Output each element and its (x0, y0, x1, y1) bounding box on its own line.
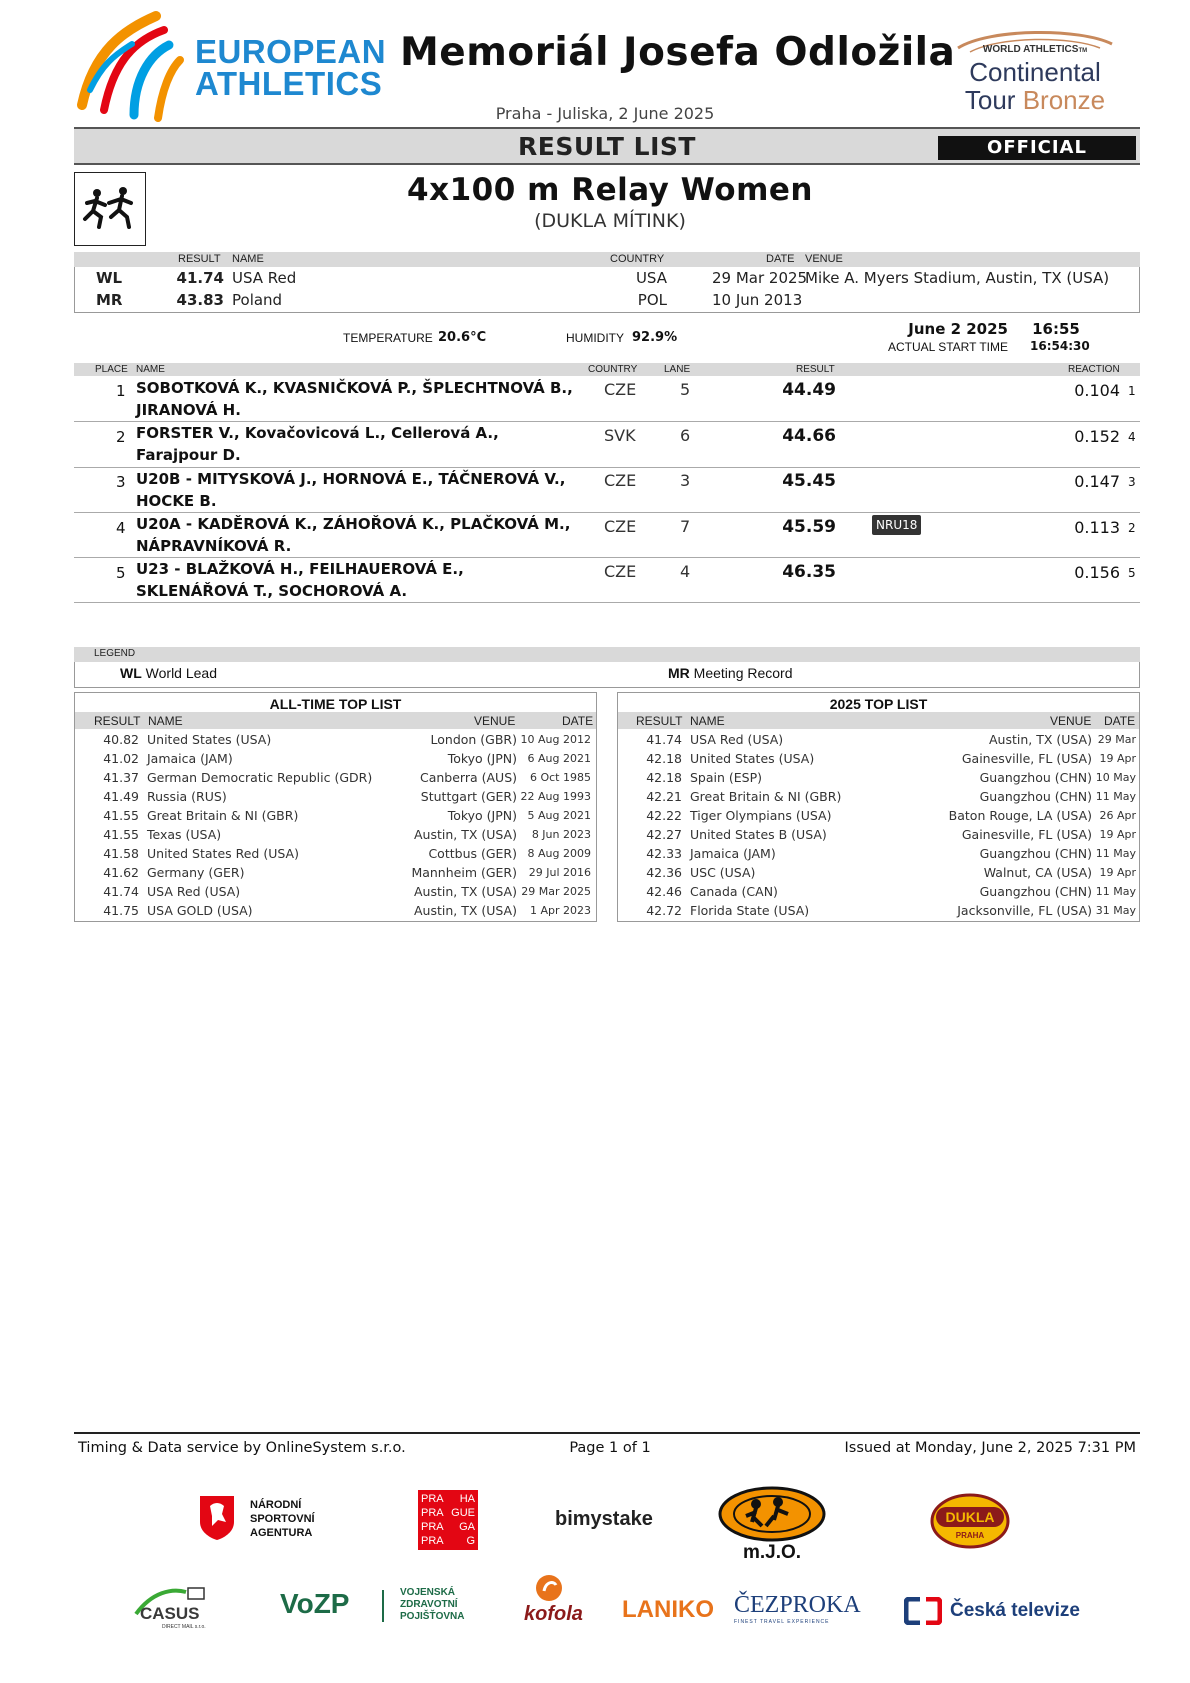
toplist-result: 42.36 (646, 865, 682, 880)
toplist-venue: Austin, TX (USA) (413, 903, 517, 918)
toplist-name: Canada (CAN) (690, 884, 778, 899)
toplist-venue: Guangzhou (CHN) (979, 770, 1092, 785)
record-date: 10 Jun 2013 (712, 291, 803, 309)
result-place: 2 (116, 428, 126, 446)
result-team (136, 422, 499, 466)
results-col-reaction: REACTION (1068, 364, 1120, 375)
continental-tour-logo (950, 22, 1130, 122)
toplist-result: 41.55 (103, 827, 139, 842)
toplist-venue: Stuttgart (GER) (420, 789, 517, 804)
record-result: 43.83 (176, 291, 224, 309)
toplist-result: 41.62 (103, 865, 139, 880)
team-line1: U23 - BLAŽKOVÁ H., FEILHAUEROVÁ E., (136, 560, 464, 578)
toplist-result: 41.75 (103, 903, 139, 918)
toplist-result: 42.21 (646, 789, 682, 804)
toplist-date: 22 Aug 1993 (520, 790, 591, 803)
record-venue: Mike A. Myers Stadium, Austin, TX (USA) (805, 269, 1110, 287)
results-col-name: NAME (136, 364, 165, 375)
toplist-name: Great Britain & NI (GBR) (147, 808, 299, 823)
record-code: MR (96, 291, 123, 309)
record-name: Poland (232, 291, 283, 309)
toplist-date: 5 Aug 2021 (527, 809, 591, 822)
sponsor-mjo: m.J.O. (716, 1486, 828, 1562)
toplist-name: German Democratic Republic (GDR) (147, 770, 373, 785)
toplist-date: 11 May (1095, 790, 1136, 803)
result-list-title: RESULT LIST (518, 132, 696, 161)
tour-line2: Tour Bronze (964, 85, 1106, 115)
team-line1: SOBOTKOVÁ K., KVASNIČKOVÁ P., ŠPLECHTNOVÁ B., (136, 379, 573, 397)
toplist-row (618, 749, 1139, 768)
toplist-result: 42.18 (646, 770, 682, 785)
result-team (136, 513, 570, 557)
sponsor-casus: CASUS DIRECT MAIL s.r.o. (132, 1586, 222, 1632)
result-time: 44.66 (782, 426, 836, 446)
toplist-row (618, 768, 1139, 787)
temperature-value: 20.6°C (438, 330, 487, 345)
result-reaction: 0.156 (1074, 563, 1120, 582)
toplist-venue: Gainesville, FL (USA) (961, 751, 1092, 766)
alltime-col-date: DATE (562, 714, 594, 728)
actual-start-time: 16:54:30 (1030, 339, 1090, 353)
result-reaction: 0.147 (1074, 472, 1120, 491)
reaction-rank: 3 (1128, 475, 1136, 489)
event-date: June 2 2025 (908, 320, 1008, 338)
toplist-result: 42.27 (646, 827, 682, 842)
team-line2: HOCKE B. (136, 492, 217, 510)
org-line1: EUROPEAN (195, 33, 387, 70)
toplist-row (75, 749, 596, 768)
toplist-name: USA GOLD (USA) (147, 903, 253, 918)
alltime-col-venue: VENUE (474, 714, 516, 728)
team-line1: U20A - KADĚROVÁ K., ZÁHOŘOVÁ K., PLAČKOVÁ M., (136, 515, 571, 533)
toplist-venue: Canberra (AUS) (419, 770, 517, 785)
toplist-date: 6 Aug 2021 (527, 752, 591, 765)
record-name: USA Red (232, 269, 297, 287)
sponsor-dukla: DUKLA PRAHA (930, 1493, 1010, 1549)
toplist-venue: Jacksonville, FL (USA) (957, 903, 1092, 918)
temperature-label: TEMPERATURE (343, 331, 433, 345)
toplist-name: Jamaica (JAM) (690, 846, 776, 861)
result-lane: 5 (680, 380, 691, 399)
toplist-result: 42.72 (646, 903, 682, 918)
toplist-date: 6 Oct 1985 (529, 771, 591, 784)
toplist-date: 29 Jul 2016 (528, 866, 591, 879)
team-line2: JIRANOVÁ H. (136, 401, 241, 419)
relay-runners-icon (75, 173, 145, 245)
results-col-lane: LANE (664, 364, 691, 375)
records-col-date: DATE (766, 253, 795, 265)
toplist-name: USC (USA) (690, 865, 756, 880)
toplist-name: United States Red (USA) (147, 846, 299, 861)
toplist-row (75, 768, 596, 787)
toplist-name: USA Red (USA) (147, 884, 241, 899)
toplist-venue: Tokyo (JPN) (447, 751, 517, 766)
toplist-date: 19 Apr (1099, 752, 1136, 765)
tour-line1: Continental (969, 57, 1101, 87)
toplist-result: 41.37 (103, 770, 139, 785)
toplist-row (75, 806, 596, 825)
results-col-country: COUNTRY (588, 364, 638, 375)
toplist-2025-col-venue: VENUE (1050, 714, 1092, 728)
toplist-date: 11 May (1095, 885, 1136, 898)
toplist-name: Great Britain & NI (GBR) (690, 789, 842, 804)
meeting-place-date: Praha - Juliska, 2 June 2025 (495, 104, 715, 123)
footer-page: Page 1 of 1 (569, 1440, 651, 1456)
toplist-name: Texas (USA) (147, 827, 222, 842)
toplist-name: Tiger Olympians (USA) (690, 808, 832, 823)
sponsor-kofola: kofola (524, 1573, 584, 1645)
toplist-result: 41.74 (103, 884, 139, 899)
record-country: POL (637, 291, 667, 309)
record-result: 41.74 (176, 269, 224, 287)
reaction-rank: 4 (1128, 430, 1136, 444)
vozp-divider (382, 1590, 384, 1622)
toplist-2025-title: 2025 TOP LIST (829, 696, 928, 712)
toplist-result: 41.02 (103, 751, 139, 766)
meeting-title: Memoriál Josefa Odložila (400, 30, 956, 75)
toplist-row (75, 825, 596, 844)
toplist-venue: Gainesville, FL (USA) (961, 827, 1092, 842)
toplist-result: 42.22 (646, 808, 682, 823)
toplist-date: 29 Mar 2025 (521, 885, 591, 898)
mjo-runners-icon (716, 1486, 828, 1542)
toplist-row (618, 730, 1139, 749)
tour-arc-icon (950, 22, 1120, 62)
toplist-name: United States B (USA) (690, 827, 827, 842)
record-code: WL (96, 269, 123, 287)
toplist-row (75, 882, 596, 901)
result-country: CZE (604, 471, 637, 490)
toplist-venue: Guangzhou (CHN) (979, 846, 1092, 861)
toplist-row (618, 882, 1139, 901)
event-title: 4x100 m Relay Women (407, 172, 813, 208)
toplist-venue: Baton Rouge, LA (USA) (948, 808, 1092, 823)
toplist-2025-col-date: DATE (1104, 714, 1136, 728)
toplist-venue: Guangzhou (CHN) (979, 884, 1092, 899)
national-record-badge: NRU18 (872, 515, 921, 535)
result-place: 4 (116, 519, 126, 537)
kofola-leaf-icon (534, 1573, 564, 1603)
european-athletics-wordmark (195, 33, 387, 102)
toplist-row (75, 730, 596, 749)
team-line1: U20B - MITYSKOVÁ J., HORNOVÁ E., TÁČNEROVÁ V., (136, 470, 566, 488)
toplist-venue: Mannheim (GER) (411, 865, 517, 880)
records-col-name: NAME (232, 253, 264, 265)
sponsor-laniko: LANIKO (622, 1596, 714, 1623)
result-team (136, 558, 464, 602)
toplist-name: Spain (ESP) (690, 770, 763, 785)
records-col-result: RESULT (178, 253, 221, 265)
humidity-label: HUMIDITY (566, 331, 624, 345)
result-place: 3 (116, 473, 126, 491)
toplist-result: 42.18 (646, 751, 682, 766)
reaction-rank: 5 (1128, 566, 1136, 580)
toplist-venue: Walnut, CA (USA) (983, 865, 1092, 880)
toplist-venue: Austin, TX (USA) (413, 884, 517, 899)
result-place: 5 (116, 564, 126, 582)
toplist-2025-col-result: RESULT (636, 714, 683, 728)
toplist-row (618, 863, 1139, 882)
toplist-venue: Tokyo (JPN) (447, 808, 517, 823)
toplist-result: 41.55 (103, 808, 139, 823)
legend-item-mr: MR Meeting Record (668, 665, 793, 681)
toplist-name: Russia (RUS) (147, 789, 227, 804)
result-country: SVK (604, 426, 636, 445)
actual-start-label: ACTUAL START TIME (887, 340, 1008, 354)
team-line1: FORSTER V., Kovačovicová L., Cellerová A., (136, 424, 499, 442)
toplist-venue: Austin, TX (USA) (988, 732, 1092, 747)
toplist-result: 41.49 (103, 789, 139, 804)
toplist-row (618, 825, 1139, 844)
event-time: 16:55 (1032, 320, 1080, 338)
toplist-result: 41.58 (103, 846, 139, 861)
legend-header-bar (74, 647, 1140, 662)
result-lane: 3 (680, 471, 691, 490)
footer-line (74, 1432, 1140, 1434)
toplist-date: 10 Aug 2012 (520, 733, 591, 746)
result-reaction: 0.113 (1074, 518, 1120, 537)
toplist-result: 42.46 (646, 884, 682, 899)
toplist-row (618, 901, 1139, 920)
toplist-2025-col-name: NAME (690, 714, 725, 728)
toplist-row (75, 863, 596, 882)
toplist-date: 19 Apr (1099, 866, 1136, 879)
reaction-rank: 1 (1128, 384, 1136, 398)
result-reaction: 0.152 (1074, 427, 1120, 446)
alltime-title: ALL-TIME TOP LIST (269, 696, 402, 712)
toplist-date: 11 May (1095, 847, 1136, 860)
legend-label: LEGEND (94, 648, 136, 659)
row-divider (74, 602, 1140, 603)
result-lane: 7 (680, 517, 691, 536)
toplist-row (618, 787, 1139, 806)
toplist-name: Jamaica (JAM) (147, 751, 233, 766)
reaction-rank: 2 (1128, 521, 1136, 535)
czech-lion-icon (198, 1494, 236, 1540)
toplist-date: 29 Mar (1097, 733, 1136, 746)
toplist-venue: Austin, TX (USA) (413, 827, 517, 842)
relay-pictogram (74, 172, 146, 246)
european-athletics-logo-icon (74, 10, 189, 122)
world-athletics-label: WORLD ATHLETICSTM (982, 44, 1088, 55)
result-team (136, 377, 573, 421)
toplist-name: USA Red (USA) (690, 732, 784, 747)
footer-timing: Timing & Data service by OnlineSystem s.r.o. (78, 1440, 406, 1456)
sponsor-ct: Česká televize (904, 1597, 1084, 1627)
result-lane: 4 (680, 562, 691, 581)
team-line2: NÁPRAVNÍKOVÁ R. (136, 537, 292, 555)
result-country: CZE (604, 380, 637, 399)
toplist-result: 41.74 (646, 732, 682, 747)
alltime-col-name: NAME (148, 714, 183, 728)
result-time: 44.49 (782, 380, 836, 400)
alltime-col-result: RESULT (94, 714, 141, 728)
toplist-name: Germany (GER) (147, 865, 245, 880)
results-col-result: RESULT (796, 364, 835, 375)
result-time: 46.35 (782, 562, 836, 582)
toplist-date: 31 May (1095, 904, 1136, 917)
toplist-venue: Guangzhou (CHN) (979, 789, 1092, 804)
toplist-date: 26 Apr (1099, 809, 1136, 822)
toplist-date: 19 Apr (1099, 828, 1136, 841)
toplist-venue: Cottbus (GER) (428, 846, 517, 861)
toplist-venue: London (GBR) (430, 732, 517, 747)
team-line2: SKLENÁŘOVÁ T., SOCHOROVÁ A. (136, 582, 408, 600)
records-col-venue: VENUE (805, 253, 843, 265)
official-badge: OFFICIAL (938, 136, 1136, 160)
result-team (136, 468, 565, 512)
toplist-result: 42.33 (646, 846, 682, 861)
sponsor-cezproka: ČEZPROKA FINEST TRAVEL EXPERIENCE (734, 1592, 861, 1625)
toplist-date: 8 Aug 2009 (527, 847, 591, 860)
toplist-row (618, 844, 1139, 863)
legend-item-wl: WL World Lead (120, 665, 217, 681)
sponsor-praha: PRA HA PRA GUE PRA GA PRA G (418, 1490, 478, 1550)
toplist-name: Florida State (USA) (690, 903, 810, 918)
toplist-date: 10 May (1095, 771, 1136, 784)
humidity-value: 92.9% (632, 330, 678, 345)
result-time: 45.45 (782, 471, 836, 491)
record-country: USA (635, 269, 667, 287)
sponsor-vozp-text: VOJENSKÁ ZDRAVOTNÍ POJIŠŤOVNA (400, 1587, 465, 1622)
toplist-result: 40.82 (103, 732, 139, 747)
toplist-2025-rows (618, 730, 1139, 920)
result-lane: 6 (680, 426, 691, 445)
toplist-name: United States (USA) (147, 732, 272, 747)
toplist-date: 1 Apr 2023 (529, 904, 591, 917)
footer-issued: Issued at Monday, June 2, 2025 7:31 PM (844, 1440, 1136, 1456)
toplist-date: 8 Jun 2023 (531, 828, 591, 841)
result-time: 45.59 (782, 517, 836, 537)
toplist-row (75, 901, 596, 920)
result-reaction: 0.104 (1074, 381, 1120, 400)
result-country: CZE (604, 562, 637, 581)
record-date: 29 Mar 2025 (712, 269, 808, 287)
toplist-row (75, 787, 596, 806)
org-line2: ATHLETICS (195, 65, 383, 102)
ct-logo-icon (904, 1597, 942, 1625)
result-place: 1 (116, 382, 126, 400)
toplist-name: United States (USA) (690, 751, 815, 766)
result-country: CZE (604, 517, 637, 536)
event-subtitle: (DUKLA MÍTINK) (534, 210, 686, 232)
sponsor-vozp: VoZP (280, 1588, 350, 1619)
records-col-country: COUNTRY (610, 253, 665, 265)
toplist-row (618, 806, 1139, 825)
team-line2: Farajpour D. (136, 446, 241, 464)
alltime-rows (75, 730, 596, 920)
results-col-place: PLACE (95, 364, 128, 375)
sponsor-bimystake: bimystake (555, 1508, 653, 1530)
toplist-row (75, 844, 596, 863)
